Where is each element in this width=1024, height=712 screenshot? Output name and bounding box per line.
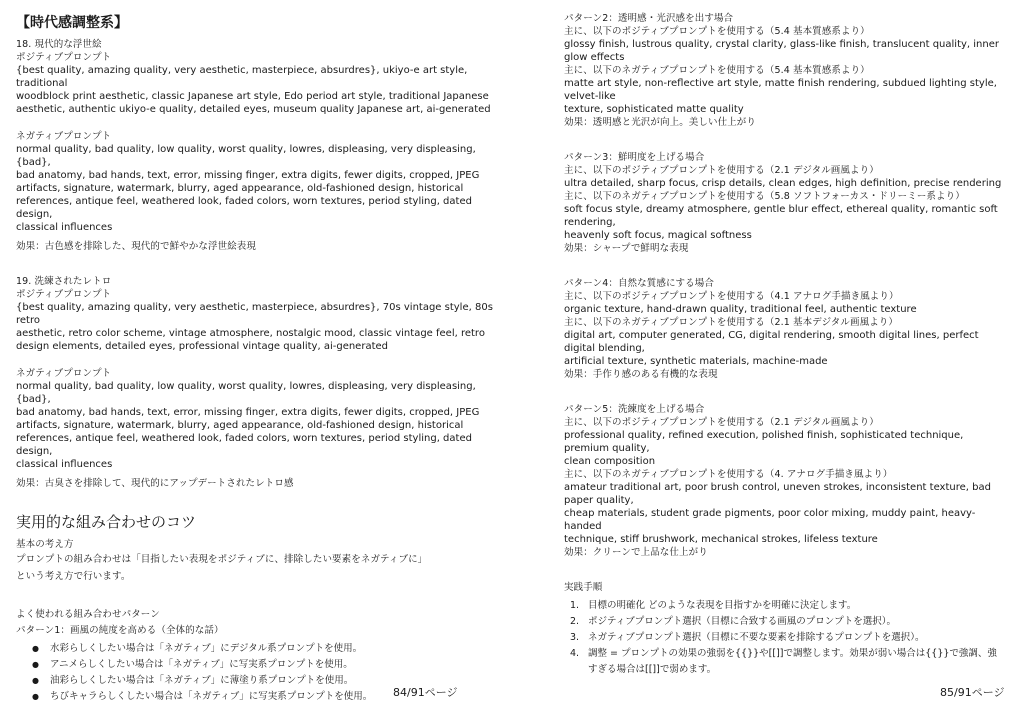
pattern1-title: パターン1：画風の純度を高める（全体的な話） xyxy=(16,625,224,636)
effect-18: 効果：古色感を排除した、現代的で鮮やかな浮世絵表現 xyxy=(16,241,257,252)
negative-intro: 主に、以下のネガティブプロンプトを使用する（4. アナログ手描き風より） xyxy=(564,469,893,480)
prompt-line: ultra detailed, sharp focus, crisp details, clean edges, high definition, precise rendering xyxy=(564,178,1002,189)
list-item: ● 油彩らしくしたい場合は「ネガティブ」に薄塗り系プロンプトを使用。 xyxy=(50,673,494,689)
pattern-title: パターン2：透明感・光沢感を出す場合 xyxy=(564,13,734,24)
positive-intro: 主に、以下のポジティブプロンプトを使用する（2.1 デジタル画風より） xyxy=(564,417,879,428)
effect: 効果：手作り感のある有機的な表現 xyxy=(564,369,718,380)
negative-intro: 主に、以下のネガティブプロンプトを使用する（5.8 ソフトフォーカス・ドリーミー系より） xyxy=(564,191,965,202)
prompt-line: aesthetic, authentic ukiyo-e quality, detailed eyes, museum quality Japanese art, ai-generated xyxy=(16,104,491,115)
positive-label-18: ポジティブプロンプト xyxy=(16,52,112,63)
step-text: ポジティブプロンプト選択（目標に合致する画風のプロンプトを選択）。 xyxy=(588,616,896,627)
step-text: すぎる場合は[[]]で弱めます。 xyxy=(588,664,717,675)
prompt-line: bad anatomy, bad hands, text, error, missing finger, extra digits, fewer digits, cropped, JPEG xyxy=(16,170,480,181)
pattern-2 xyxy=(564,12,1004,129)
step-text: ネガティブプロンプト選択（目標に不要な要素を排除するプロンプトを選択）。 xyxy=(588,632,925,643)
effect: 効果：クリーンで上品な仕上がり xyxy=(564,547,708,558)
tips-heading: 実用的な組み合わせのコツ xyxy=(16,513,197,531)
section-title: 【時代感調整系】 xyxy=(16,15,128,31)
prompt-line: aesthetic, retro color scheme, vintage atmosphere, nostalgic mood, classic vintage feel, retro xyxy=(16,328,485,339)
prompt-line: texture, sophisticated matte quality xyxy=(564,104,744,115)
step-number: 4. xyxy=(570,648,580,659)
page-number-right: 85/91ページ xyxy=(940,686,1005,699)
list-item xyxy=(570,630,1004,646)
prompt-line: design elements, detailed eyes, professional vintage quality, ai-generated xyxy=(16,341,388,352)
prompt-line: digital art, computer generated, CG, digital rendering, smooth digital lines, perfect digital blending, xyxy=(564,330,979,354)
positive-intro: 主に、以下のポジティブプロンプトを使用する（5.4 基本質感系より） xyxy=(564,26,870,37)
prompt-line: normal quality, bad quality, low quality, worst quality, lowres, displeasing, very displeasing, {bad}, xyxy=(16,144,476,168)
effect-19: 効果：古臭さを排除して、現代的にアップデートされたレトロ感 xyxy=(16,478,294,489)
prompt-line: references, antique feel, weathered look, faded colors, worn textures, period styling, dated design, xyxy=(16,196,472,220)
negative-intro: 主に、以下のネガティブプロンプトを使用する（2.1 基本デジタル画風より） xyxy=(564,317,898,328)
prompt-line: classical influences xyxy=(16,459,113,470)
prompt-line: classical influences xyxy=(16,222,113,233)
prompt-line: heavenly soft focus, magical softness xyxy=(564,230,752,241)
prompt-line: bad anatomy, bad hands, text, error, missing finger, extra digits, fewer digits, cropped, JPEG xyxy=(16,407,480,418)
step-text: 目標の明確化 どのような表現を目指すかを明確に決定します。 xyxy=(588,600,857,611)
steps-list xyxy=(564,598,1004,678)
prompt-line: organic texture, hand-drawn quality, traditional feel, authentic texture xyxy=(564,304,917,315)
pattern-4 xyxy=(564,277,1004,381)
page-number-left: 84/91ページ xyxy=(393,686,458,699)
step-text: 調整 = プロンプトの効果の強弱を{{}}や[[]]で調整します。効果が弱い場合は{{}}で強調、強 xyxy=(588,648,997,659)
page-right xyxy=(512,0,1024,712)
basic-line: という考え方で行います。 xyxy=(16,571,131,582)
patterns-label: よく使われる組み合わせパターン xyxy=(16,609,160,620)
prompt-line: amateur traditional art, poor brush control, uneven strokes, inconsistent texture, bad paper quality, xyxy=(564,482,991,506)
negative-label-19: ネガティブプロンプト xyxy=(16,368,112,379)
pattern-title: パターン5：洗練度を上げる場合 xyxy=(564,404,705,415)
prompt-line: normal quality, bad quality, low quality, worst quality, lowres, displeasing, very displeasing, {bad}, xyxy=(16,381,476,405)
positive-intro: 主に、以下のポジティブプロンプトを使用する（2.1 デジタル画風より） xyxy=(564,165,879,176)
pattern-3 xyxy=(564,151,1004,255)
prompt-line: clean composition xyxy=(564,456,656,467)
prompt-line: matte art style, non-reflective art style, matte finish rendering, subdued lighting style, velvet-like xyxy=(564,78,997,102)
prompt-line: professional quality, refined execution, polished finish, sophisticated technique, premium quality, xyxy=(564,430,964,454)
prompt-line: {best quality, amazing quality, very aesthetic, masterpiece, absurdres}, ukiyo-e art style, traditional xyxy=(16,65,468,89)
prompt-line: woodblock print aesthetic, classic Japanese art style, Edo period art style, traditional Japanese xyxy=(16,91,489,102)
step-number: 1. xyxy=(570,600,580,611)
steps-title: 実践手順 xyxy=(564,582,603,593)
prompt-line: soft focus style, dreamy atmosphere, gentle blur effect, ethereal quality, romantic soft rendering, xyxy=(564,204,998,228)
prompt-line: artifacts, signature, watermark, blurry, aged appearance, old-fashioned design, historical xyxy=(16,420,464,431)
positive-intro: 主に、以下のポジティブプロンプトを使用する（4.1 アナログ手描き風より） xyxy=(564,291,899,302)
list-item: ● ちびキャラらしくしたい場合は「ネガティブ」に写実系プロンプトを使用。 xyxy=(50,689,494,705)
section-19 xyxy=(16,275,494,490)
list-item xyxy=(570,614,1004,630)
effect: 効果：シャープで鮮明な表現 xyxy=(564,243,689,254)
step-number: 2. xyxy=(570,616,580,627)
effect: 効果：透明感と光沢が向上。美しい仕上がり xyxy=(564,117,757,128)
pattern-title: パターン3：鮮明度を上げる場合 xyxy=(564,152,705,163)
prompt-line: {best quality, amazing quality, very aesthetic, masterpiece, absurdres}, 70s vintage style, 80s retro xyxy=(16,302,493,326)
prompt-line: artificial texture, synthetic materials, machine-made xyxy=(564,356,828,367)
list-item: ● アニメらしくしたい場合は「ネガティブ」に写実系プロンプトを使用。 xyxy=(50,657,494,673)
heading-19: 19. 洗練されたレトロ xyxy=(16,276,112,287)
prompt-line: technique, stiff brushwork, mechanical strokes, lifeless texture xyxy=(564,534,878,545)
list-item xyxy=(570,646,1004,678)
prompt-line: glossy finish, lustrous quality, crystal clarity, glass-like finish, translucent quality, inner glow effects xyxy=(564,39,999,63)
heading-18: 18. 現代的な浮世絵 xyxy=(16,39,102,50)
practice-steps xyxy=(564,581,1004,678)
negative-intro: 主に、以下のネガティブプロンプトを使用する（5.4 基本質感系より） xyxy=(564,65,870,76)
pattern-title: パターン4：自然な質感にする場合 xyxy=(564,278,714,289)
positive-label-19: ポジティブプロンプト xyxy=(16,289,112,300)
basic-line: プロンプトの組み合わせは「目指したい表現をポジティブに、排除したい要素をネガティブに」 xyxy=(16,554,428,565)
basic-label: 基本の考え方 xyxy=(16,539,74,550)
step-number: 3. xyxy=(570,632,580,643)
negative-label-18: ネガティブプロンプト xyxy=(16,131,112,142)
pattern-5 xyxy=(564,403,1004,559)
list-item xyxy=(570,598,1004,614)
tips-section xyxy=(16,512,494,705)
prompt-line: cheap materials, student grade pigments, poor color mixing, muddy paint, heavy-handed xyxy=(564,508,976,532)
prompt-line: artifacts, signature, watermark, blurry, aged appearance, old-fashioned design, historical xyxy=(16,183,464,194)
section-18 xyxy=(16,38,494,253)
list-item: ● 水彩らしくしたい場合は「ネガティブ」にデジタル系プロンプトを使用。 xyxy=(50,641,494,657)
prompt-line: references, antique feel, weathered look, faded colors, worn textures, period styling, dated design, xyxy=(16,433,472,457)
